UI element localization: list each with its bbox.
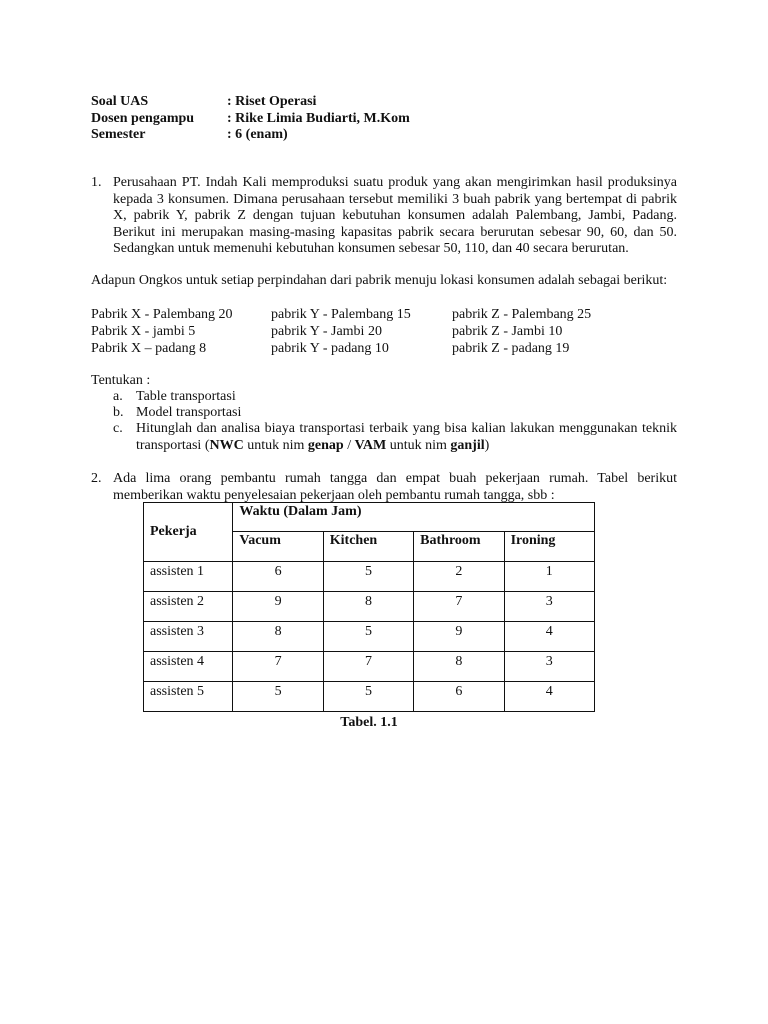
row-label: assisten 3 [144,622,233,652]
table-row [144,682,595,712]
cost-intro: Adapun Ongkos untuk setiap perpindahan dari pabrik menuju lokasi konsumen adalah sebagai berikut: [91,273,668,288]
table-cell: 7 [414,592,504,622]
table-caption: Tabel. 1.1 [340,715,398,730]
vam-term: VAM [354,437,387,453]
table-row [144,592,595,622]
header-value: : Riset Operasi [227,94,317,109]
cost-item: pabrik Z - Jambi 10 [452,324,563,339]
column-header: Kitchen [323,532,413,562]
cost-item: pabrik Z - padang 19 [452,341,570,356]
cost-item: pabrik Y - Palembang 15 [271,307,411,322]
table-row [144,562,595,592]
table-cell: 4 [504,622,594,652]
header-label: Dosen pengampu [91,111,195,126]
task-text-part: untuk nim [243,437,308,453]
task-text: Model transportasi [136,405,242,420]
header-label: Semester [91,127,146,142]
task-text: Table transportasi [136,389,236,404]
genap-term: genap [307,437,344,453]
question-2-paragraph: Ada lima orang pembantu rumah tangga dan empat buah pekerjaan rumah. Tabel berikut memberikan waktu penyelesaian pekerjaan oleh pembantu rumah tangga, sbb : [113,471,677,503]
task-text-part: / [343,437,355,453]
table-cell: 8 [323,592,413,622]
task-letter: a. [113,389,123,404]
tentukan-label: Tentukan : [91,373,151,388]
row-label: assisten 1 [144,562,233,592]
question-1-paragraph: Perusahaan PT. Indah Kali memproduksi suatu produk yang akan mengirimkan hasil produksinya kepada 3 konsumen. Dimana perusahaan tersebut memiliki 3 buah pabrik yang bertempat di pabrik X, pabrik Y, pabrik Z dengan tujuan kebutuhan konsumen adalah Palembang, Jambi, Padang. Berikut ini merupakan masing-masing kapasitas pabrik secara berurutan sebesar 90, 60, dan 50. Sedangkan untuk memenuhi kebutuhan konsumen sebesar 50, 110, dan 40 secara berurutan. [113,175,677,257]
table-row [144,622,595,652]
cost-item: pabrik Y - Jambi 20 [271,324,382,339]
table-cell: 5 [323,682,413,712]
table-cell: 3 [504,592,594,622]
column-header: Vacum [233,532,323,562]
table-cell: 3 [504,652,594,682]
task-letter: b. [113,405,124,420]
header-label: Soal UAS [91,94,149,109]
task-text-part: Hitunglah dan analisa biaya transportasi terbaik yang bisa kalian lakukan menggunakan teknik transportasi ( [136,421,677,453]
table-cell: 2 [414,562,504,592]
table-cell: 4 [504,682,594,712]
cost-item: pabrik Z - Palembang 25 [452,307,592,322]
table-cell: 7 [323,652,413,682]
table-row [144,652,595,682]
question-1-number: 1. [91,175,102,190]
ganjil-term: ganjil [450,437,485,453]
group-header-cell: Waktu (Dalam Jam) [233,503,595,532]
header-value: : 6 (enam) [227,127,288,142]
task-text-part: ) [484,437,490,453]
task-text-part: untuk nim [386,437,451,453]
table-cell: 6 [414,682,504,712]
table-header-row [144,503,595,532]
table-cell: 8 [233,622,323,652]
row-label: assisten 2 [144,592,233,622]
task-text [136,421,677,454]
row-header-cell: Pekerja [144,503,233,562]
table-cell: 5 [323,562,413,592]
table-cell: 1 [504,562,594,592]
cost-item: pabrik Y - padang 10 [271,341,389,356]
row-label: assisten 4 [144,652,233,682]
table-cell: 9 [233,592,323,622]
table-cell: 9 [414,622,504,652]
cost-item: Pabrik X - Palembang 20 [91,307,233,322]
row-label: assisten 5 [144,682,233,712]
cost-item: Pabrik X - jambi 5 [91,324,196,339]
header-value: : Rike Limia Budiarti, M.Kom [227,111,410,126]
table-cell: 5 [233,682,323,712]
question-2-number: 2. [91,471,102,486]
task-letter: c. [113,421,123,436]
work-time-table [143,502,595,712]
column-header: Bathroom [414,532,504,562]
table-cell: 5 [323,622,413,652]
cost-item: Pabrik X – padang 8 [91,341,207,356]
table-cell: 8 [414,652,504,682]
nwc-term: NWC [209,437,244,453]
column-header: Ironing [504,532,594,562]
table-cell: 6 [233,562,323,592]
table-cell: 7 [233,652,323,682]
